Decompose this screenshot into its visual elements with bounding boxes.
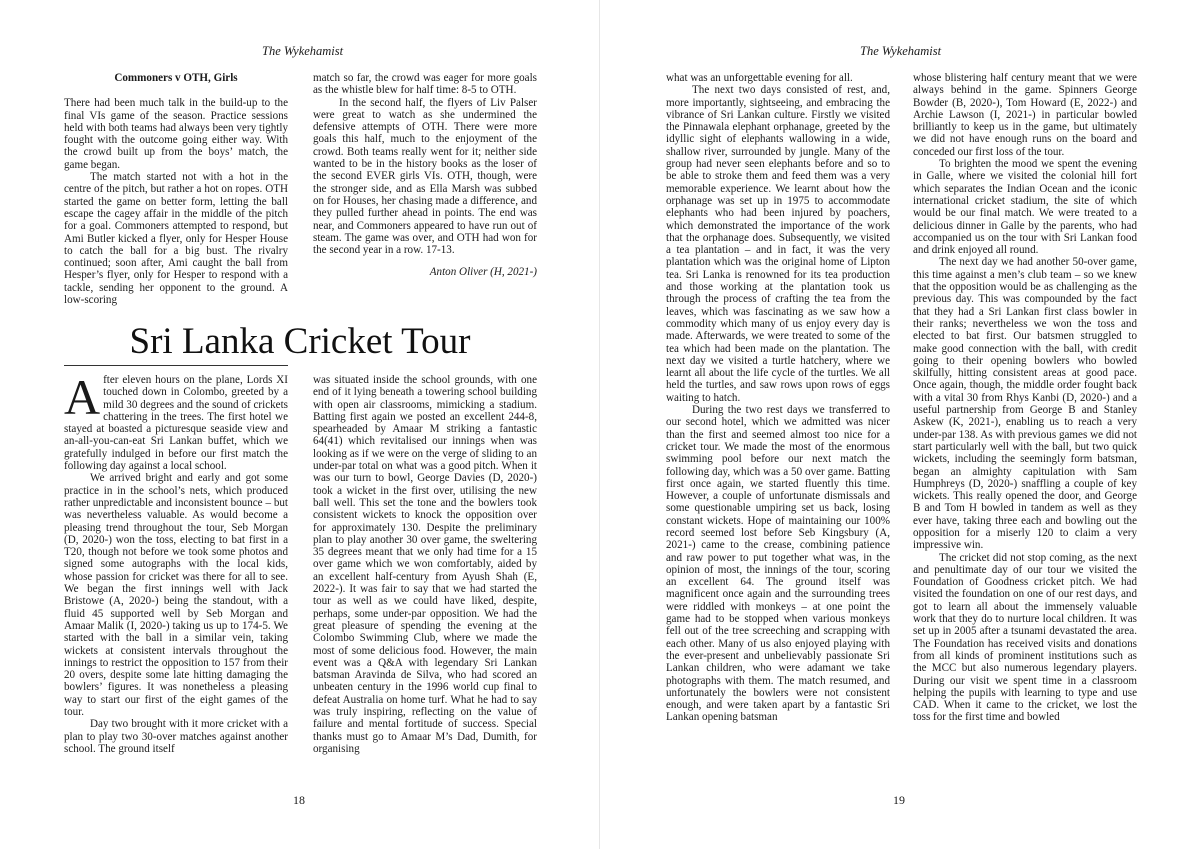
author-signoff: Anton Oliver (H, 2021-) — [429, 266, 537, 279]
article-column-2 — [313, 374, 537, 780]
title-rule — [64, 365, 288, 366]
paragraph: We arrived bright and early and got some practice in in the school’s nets, which produced rather unpredictable and inconsistent bounce – but was nevertheless valuable. As would become a pleasing trend throughout the tour, Seb Morgan (D, 2020-) won the toss, electing to bat first in a T20, though not before we took some photos and signed some autographs with the local kids, whose passion for cricket was there for all to see. We began the first innings well with Jack Bristowe (A, 2020-) being the standout, with a fluid 45 supported well by Seb Morgan and Amaar Malik (I, 2020-) taking us up to 174-5. We started with the ball in a similar vein, taking wickets at consistent intervals throughout the innings to restrict the opposition to 157 from their 20 overs, despite some late hitting damaging the bowlers’ figures. It was nonetheless a pleasing way to start our first of the eight games of the tour. — [64, 472, 288, 719]
paragraph: The cricket did not stop coming, as the next and penultimate day of our tour we visited the Foundation of Goodness cricket pitch. We had visited the foundation on one of our rest days, and got to learn all about the immensely valuable work that they do to nurture local children. It was set up in 2005 after a tsunami devastated the area. The Foundation has received visits and donations from all kinds of prominent institutions such as the MCC but also numerous legendary players. During our visit we spent time in a classroom helping the pupils with learning to type and use CAD. When it came to the cricket, we lost the toss for the first time and bowled — [913, 551, 1137, 724]
article-column-3 — [666, 72, 890, 782]
running-header: The Wykehamist — [262, 44, 344, 58]
paragraph: To brighten the mood we spent the evening in Galle, where we visited the colonial hill fort which separates the Indian Ocean and the iconic international cricket stadium, the site of which would be our final match. We were treated to a delicious dinner in Galle by the parents, who had accompanied us on the tour with Sri Lankan food and drink enjoyed all round. — [913, 158, 1137, 257]
paragraph: fter eleven hours on the plane, Lords XI touched down in Colombo, greeted by a mild 30 degrees and the sound of crickets chattering in the trees. The first hotel we stayed at boasted a picturesque seaside view and an-all-you-can-eat Sri Lankan buffet, which we gratefully indulged in before our first match the following day against a local school. — [64, 374, 288, 473]
page-number: 18 — [293, 793, 305, 807]
article-column-4 — [913, 72, 1137, 782]
paragraph: The next day we had another 50-over game, this time against a men’s club team – so we knew that the opposition would be as challenging as the previous day. This was compounded by the fact that they had a Sri Lankan first class bowler in their ranks; nevertheless we won the toss and elected to bat first. Our batsmen struggled to make good connection with the ball, with credit going to their opening bowlers who bowled skilfully, hitting consistent areas at good pace. Once again, though, the middle order fought back with a vital 30 from Rhys Kanbi (D, 2020-) and a useful partnership from George B and Stanley Askew (K, 2021-), enabling us to reach a very under-par 138. As with previous games we did not start particularly well with the ball, but two quick wickets, including the seemingly form batsman, began an almighty capitulation with Sam Humphreys (D, 2020-) snaffling a couple of key wickets. This really opened the door, and George B and Tom H bowled in tandem as well as they ever have, taking three each and bowling out the opposition for a miserly 120 to claim a very impressive win. — [913, 256, 1137, 552]
paragraph: match so far, the crowd was eager for more goals as the whistle blew for half time: 8-5 to OTH. — [313, 72, 537, 97]
drop-cap: A — [64, 374, 101, 425]
right-page — [600, 0, 1200, 849]
commoners-column-1 — [64, 72, 288, 308]
paragraph: whose blistering half century meant that we were always behind in the game. Spinners George Bowder (B, 2020-), Tom Howard (E, 2022-) and Archie Lawson (I, 2021-) in particular bowled brilliantly to keep us in the game, but ultimately we did not have enough runs on the board and conceded our first loss of the tour. — [913, 72, 1137, 158]
paragraph: There had been much talk in the build-up to the final VIs game of the season. Practice sessions held with both teams had always been very tightly fought with the outcome going either way. With the crowd built up from the boys’ match, the game began. — [64, 97, 288, 171]
paragraph: The match started not with a hot in the centre of the pitch, but rather a hot on ropes. OTH started the game on better form, letting the ball escape the cagey affair in the middle of the pitch for a goal. Commoners attempted to respond, but Ami Butler kicked a flyer, only for Hesper House to catch the ball for a big bust. The rivalry continued; soon after, Ami caught the ball from Hesper’s flyer, only for Hesper to respond with a tackle, sending her opponent to the ground. A low-scoring — [64, 171, 288, 307]
article-title: Sri Lanka Cricket Tour — [129, 321, 471, 362]
paragraph: The next two days consisted of rest, and, more importantly, sightseeing, and embracing the vibrance of Sri Lankan culture. Firstly we visited the Pinnawala elephant orphanage, greeted by the idyllic sight of elephants wallowing in a wide, shallow river, surrounded by jungle. Many of the group had never seen elephants before and so to be able to stroke them and feed them was a very memorable experience. We learnt about how the orphanage was set up in 1975 to accommodate elephants who had been injured by poachers, which demonstrated the importance of the work that the orphanage does. Subsequently, we visited a tea plantation – and in fact, it was the very plantation which was the original home of Lipton tea. Sri Lanka is renowned for its tea production and those working at the plantation took us through the process of crafting the tea from the leaves, which was fascinating as we saw how a commodity which many of us enjoy every day is made. Afterwards, we were treated to some of the tea which had been made on the plantation. The next day we visited a turtle hatchery, where we learnt all about the life cycle of the turtles. We all held the turtles, and saw rows upon rows of eggs waiting to hatch. — [666, 84, 890, 404]
commoners-column-2 — [313, 72, 537, 308]
paragraph: During the two rest days we transferred to our second hotel, which we admitted was nicer than the first and seemed almost too nice for a cricket tour. We made the most of the enormous swimming pool before our next match the following day, which was a 50 over game. Batting first once again, we started fluently this time. However, a couple of unfortunate dismissals and some questionable umpiring set us back, losing constant wickets. Hope of maintaining our 100% record seemed lost before Seb Kingsbury (A, 2021-) came to the crease, combining patience and raw power to put together what was, in the opinion of most, the innings of the tour, scoring an excellent 64. The ground itself was magnificent once again and the surrounding trees were riddled with monkeys – at one point the game had to be stopped when various monkeys fell out of the tree screeching and scrapping with each other. Many of us also enjoyed playing with the ever-present and unbelievably passionate Sri Lankan children, who were adamant we take photographs with them. The match resumed, and unfortunately the bowlers were not consistent enough, and were taken apart by a fantastic Sri Lankan opening batsman — [666, 404, 890, 724]
running-header: The Wykehamist — [860, 44, 942, 58]
paragraph: was situated inside the school grounds, with one end of it lying beneath a towering school building with open air classrooms, mimicking a stadium. Batting first again we posted an excellent 244-8, spearheaded by Amaar M striking a fantastic 64(41) which revitalised our innings when was looking as if we were on the verge of sliding to an under-par total on what was a good pitch. When it was our turn to bowl, George Davies (D, 2020-) took a wicket in the first over, utilising the new ball well. This set the tone and the bowlers took consistent wickets to knock the opposition over for approximately 130. Despite the preliminary plan to play another 30 over game, the sweltering 35 degrees meant that we only had time for a 15 over game which we won comfortably, aided by an excellent half-century from Ayush Shah (E, 2022-). It was fair to say that we had started the tour as well as we could have liked, despite, perhaps, some under-par opposition. We had the great pleasure of spending the evening at the Colombo Swimming Club, where we made the most of some delicious food. However, the main event was a Q&A with legendary Sri Lankan batsman Aravinda de Silva, who had scored an unbeaten century in the 1996 world cup final to defeat Australia on home turf. What he had to say was truly inspiring, reflecting on the value of failure and mental fortitude of success. Special thanks must go to Amaar M’s Dad, Dumith, for organising — [313, 374, 537, 755]
page-number: 19 — [893, 793, 905, 807]
paragraph: what was an unforgettable evening for all. — [666, 72, 853, 84]
article-column-1 — [64, 374, 288, 780]
paragraph: In the second half, the flyers of Liv Palser were great to watch as she undermined the defensive attempts of OTH. There were more goals this half, much to the enjoyment of the crowd. Both teams really went for it; neither side wanted to be in the history books as the loser of the second EVER girls VIs. OTH, though, were the stronger side, and as Ella Marsh was subbed on for Houses, her chasing made a difference, and they pulled further ahead in points. The end was near, and Commoners appeared to have run out of steam. The game was over, and OTH had won for the second year in a row. 17-13. — [313, 96, 537, 257]
commoners-heading: Commoners v OTH, Girls — [114, 72, 238, 84]
paragraph: Day two brought with it more cricket with a plan to play two 30-over matches against another school. The ground itself — [64, 718, 288, 755]
